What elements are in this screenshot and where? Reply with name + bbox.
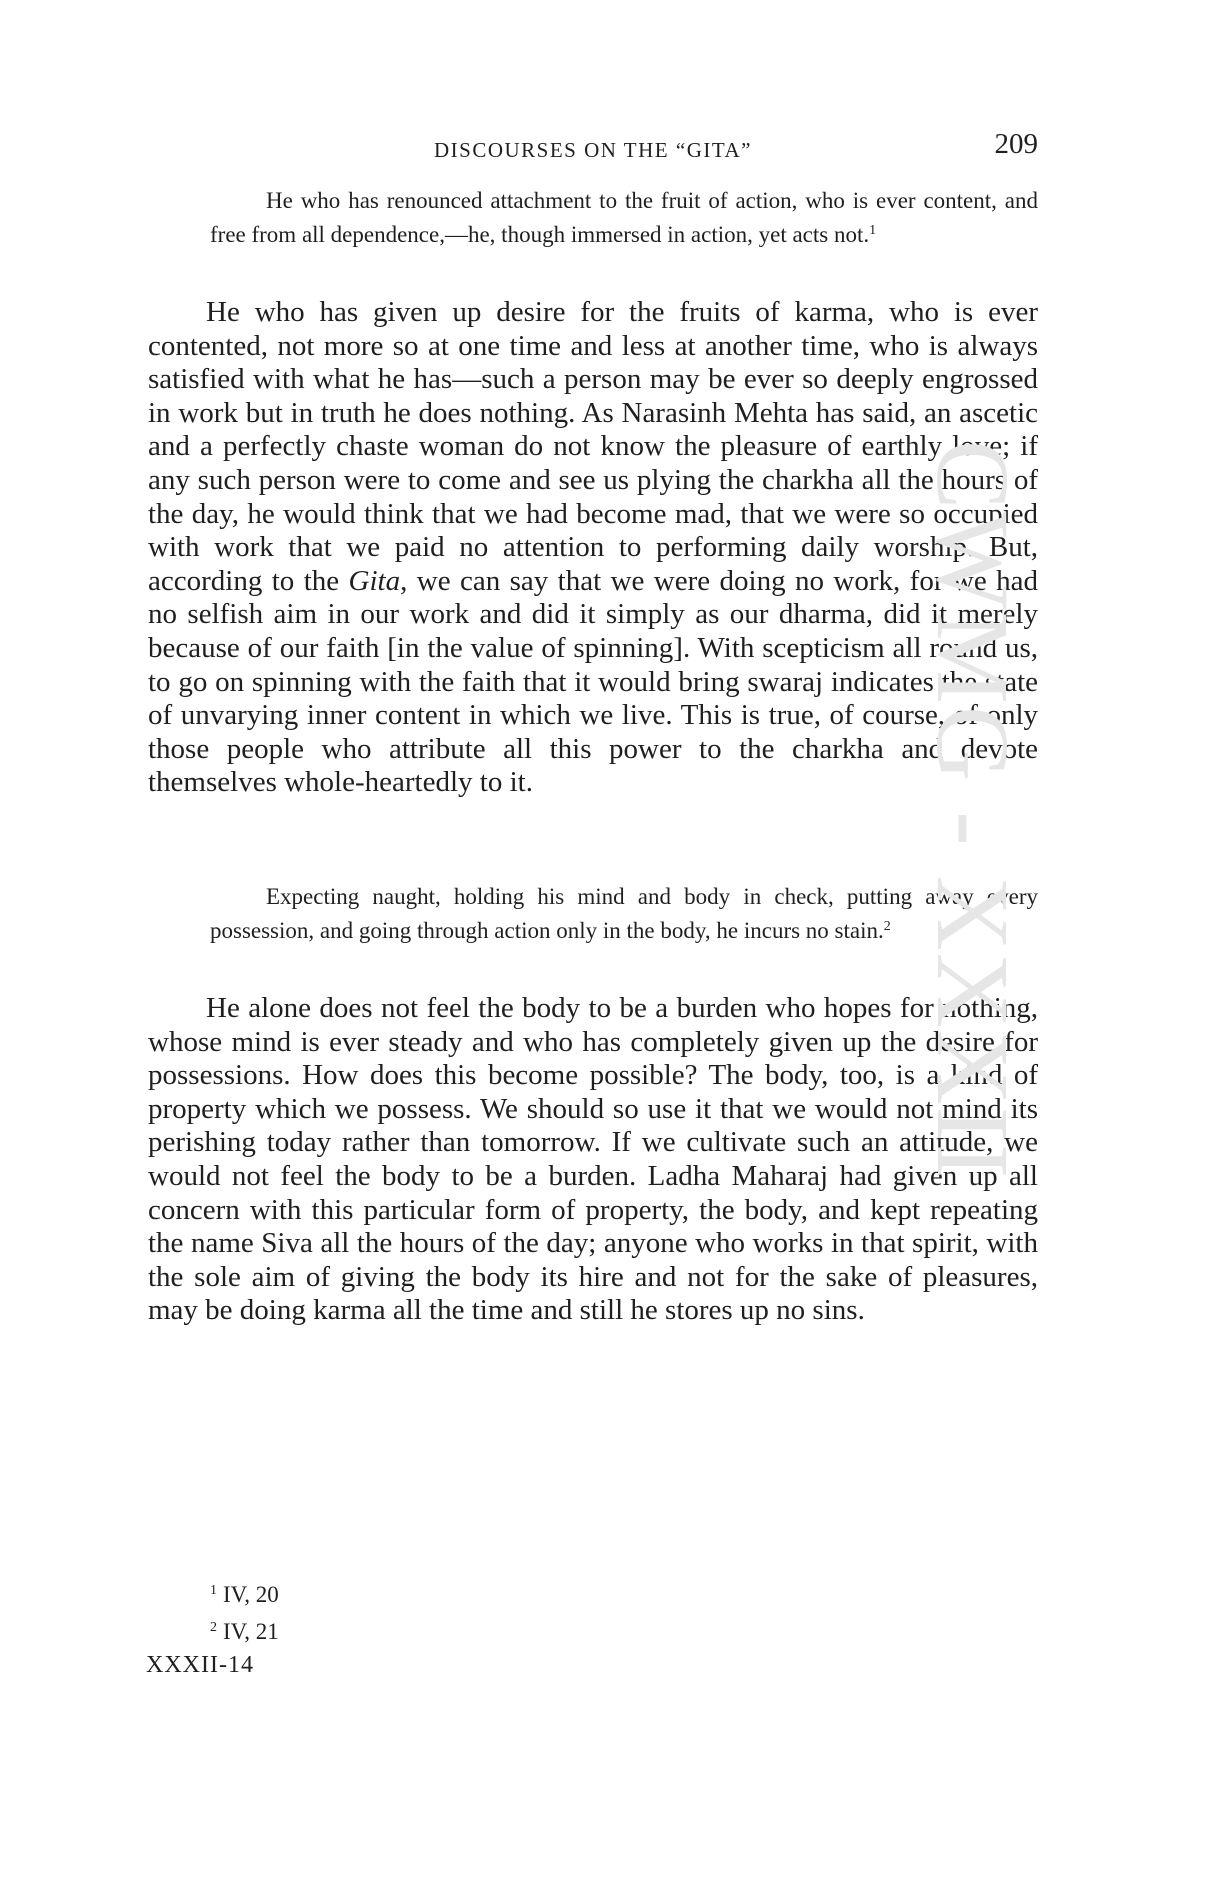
footnote-2: [210, 1611, 279, 1648]
watermark: CWMG - XXXII: [915, 440, 1030, 1181]
footnote-1-mark: 1: [210, 1583, 217, 1598]
footnote-2-text: IV, 21: [223, 1619, 279, 1644]
footnotes: [210, 1574, 279, 1648]
commentary-paragraph-1: [148, 296, 1038, 800]
page-header: [148, 128, 1038, 168]
verse-quote-2: [210, 880, 1038, 947]
commentary-paragraph-2: He alone does not feel the body to be a burden who hopes for nothing, whose mind is ever steady and who has completely given up the desire for possessions. How does this become possible? The body, too, is a kind of property which we possess. We should so use it that we would not mind its perishing today rather than tomorrow. If we cultivate such an attitude, we would not feel the body to be a burden. Ladha Maharaj had given up all concern with this particular form of property, the body, and kept repeating the name Siva all the hours of the day; anyone who works in that spirit, with the sole aim of giving the body its hire and not for the sake of pleasures, may be doing karma all the time and still he stores up no sins.: [148, 992, 1038, 1327]
verse-quote-1: [210, 184, 1038, 251]
verse-quote-2-text: Expecting naught, holding his mind and body in check, putting away every possession, and going through action only in the body, he incurs no stain.: [210, 884, 1038, 943]
gita-italic: Gita: [348, 564, 401, 597]
footnote-2-mark: 2: [210, 1620, 217, 1635]
verse-quote-1-text: He who has renounced attachment to the fruit of action, who is ever content, and free from all dependence,—he, though immersed in action, yet acts not.: [210, 188, 1038, 247]
footnote-ref-2: 2: [883, 918, 891, 934]
commentary-1-text-a: He who has given up desire for the fruits of karma, who is ever contented, not more so at one time and less at another time, who is always satisfied with what he has—such a person may be ever so deeply engrossed in work but in truth he does nothing. As Narasinh Mehta has said, an ascetic and a perfectly chaste woman do not know the pleasure of earthly love; if any such person were to come and see us plying the charkha all the hours of the day, he would think that we had become mad, that we were so occupied with work that we paid no attention to performing daily worship. But, according to the: [148, 296, 1038, 597]
footnote-1-text: IV, 20: [223, 1582, 279, 1607]
running-head: DISCOURSES ON THE “GITA”: [433, 138, 752, 162]
commentary-1-text-b: , we can say that we were doing no work, for we had no selfish aim in our work and did it simply as our dharma, did it merely because of our faith [in the value of spinning]. With scepticism all round us, to go on spinning with the faith that it would bring swaraj indicates the state of unvarying inner content in which we live. This is true, of course, of only those people who attribute all this power to the charkha and devote themselves whole-heartedly to it.: [148, 564, 1038, 799]
signature-mark: XXXII-14: [146, 1652, 254, 1678]
footnote-1: [210, 1574, 279, 1611]
footnote-ref-1: 1: [869, 222, 877, 238]
page-number: 209: [994, 128, 1038, 160]
